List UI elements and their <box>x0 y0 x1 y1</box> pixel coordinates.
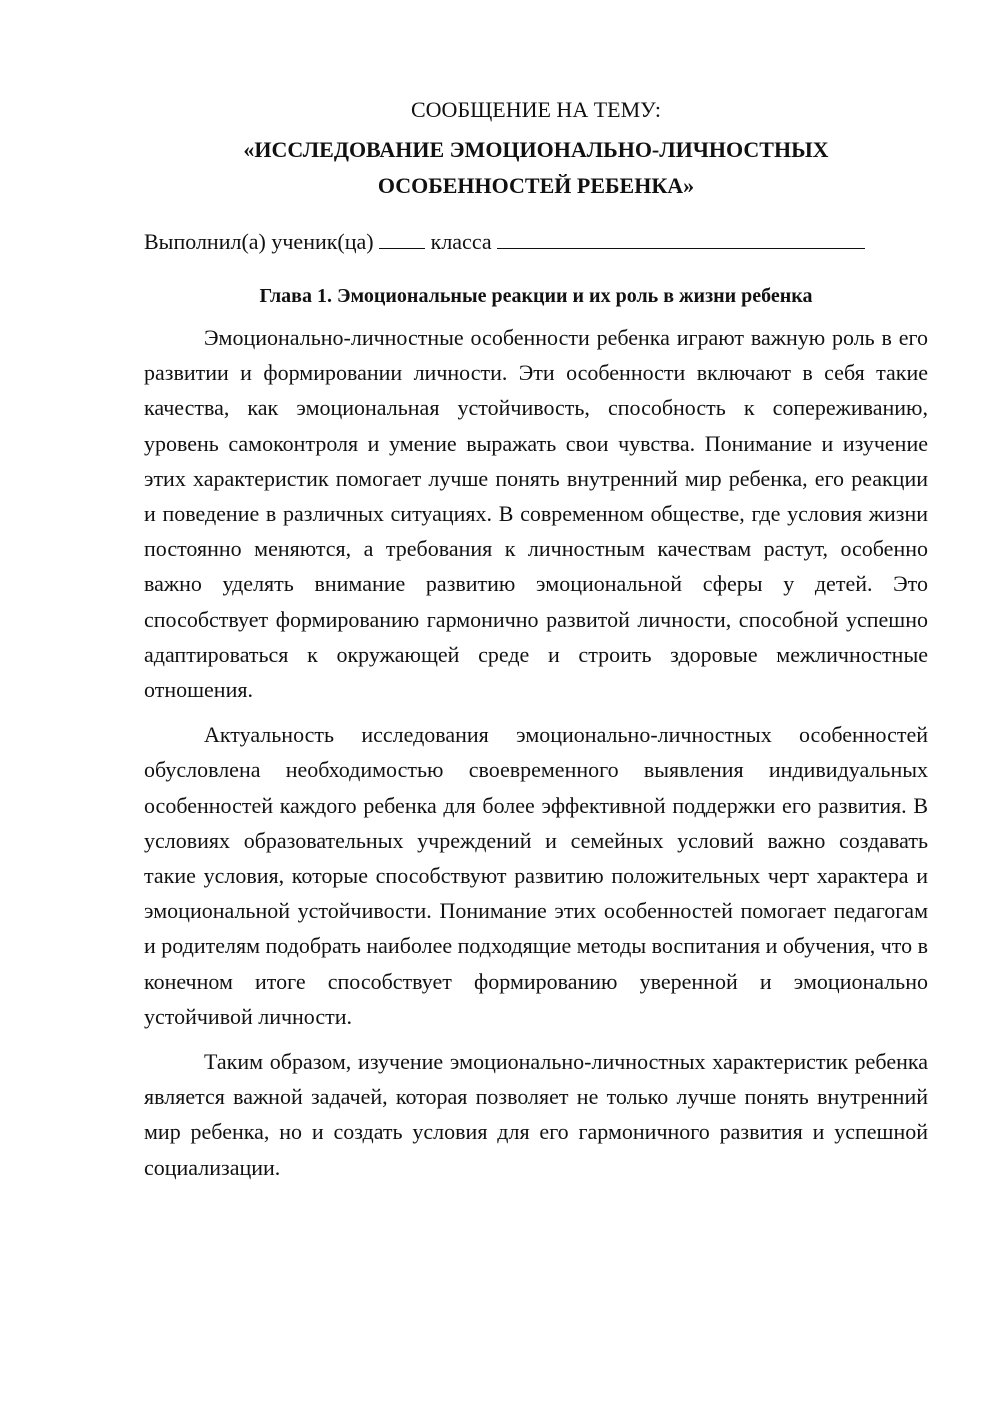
grade-blank <box>379 224 425 249</box>
chapter-title: Глава 1. Эмоциональные реакции и их роль в жизни ребенка <box>259 285 813 307</box>
document-content <box>144 92 928 1185</box>
author-prefix: Выполнил(а) ученик(ца) <box>144 229 374 254</box>
author-line <box>144 224 928 260</box>
paragraph-2: Актуальность исследования эмоционально-личностных особенностей обусловлена необходимостью своевременного выявления индивидуальных особенностей каждого ребенка для более эффективной поддержки его развития. В условиях образовательных учреждений и семейных условий важно создавать такие условия, которые способствуют развитию положительных черт характера и эмоциональной устойчивости. Понимание этих особенностей помогает педагогам и родителям подобрать наиболее подходящие методы воспитания и обучения, что в конечном итоге способствует формированию уверенной и эмоционально устойчивой личности. <box>144 722 928 1029</box>
report-title-line-2: ОСОБЕННОСТЕЙ РЕБЕНКА» <box>377 173 695 198</box>
paragraph-3: Таким образом, изучение эмоционально-личностных характеристик ребенка является важной задачей, которая позволяет не только лучше понять внутренний мир ребенка, но и создать условия для его гармоничного развития и успешной социализации. <box>144 1049 928 1180</box>
name-blank <box>497 224 865 249</box>
grade-label: класса <box>430 229 492 254</box>
report-title-line-1: «ИССЛЕДОВАНИЕ ЭМОЦИОНАЛЬНО-ЛИЧНОСТНЫХ <box>243 137 829 162</box>
report-heading: СООБЩЕНИЕ НА ТЕМУ: <box>411 97 661 122</box>
report-title <box>144 132 928 204</box>
paragraph-1: Эмоционально-личностные особенности ребенка играют важную роль в его развитии и формировании личности. Эти особенности включают в себя такие качества, как эмоциональная устойчивость, способность к сопереживанию, уровень самоконтроля и умение выражать свои чувства. Понимание и изучение этих характеристик помогает лучше понять внутренний мир ребенка, его реакции и поведение в различных ситуациях. В современном обществе, где условия жизни постоянно меняются, а требования к личностным качествам растут, особенно важно уделять внимание развитию эмоциональной сферы у детей. Это способствует формированию гармонично развитой личности, способной успешно адаптироваться к окружающей среде и строить здоровые межличностные отношения. <box>144 325 928 703</box>
